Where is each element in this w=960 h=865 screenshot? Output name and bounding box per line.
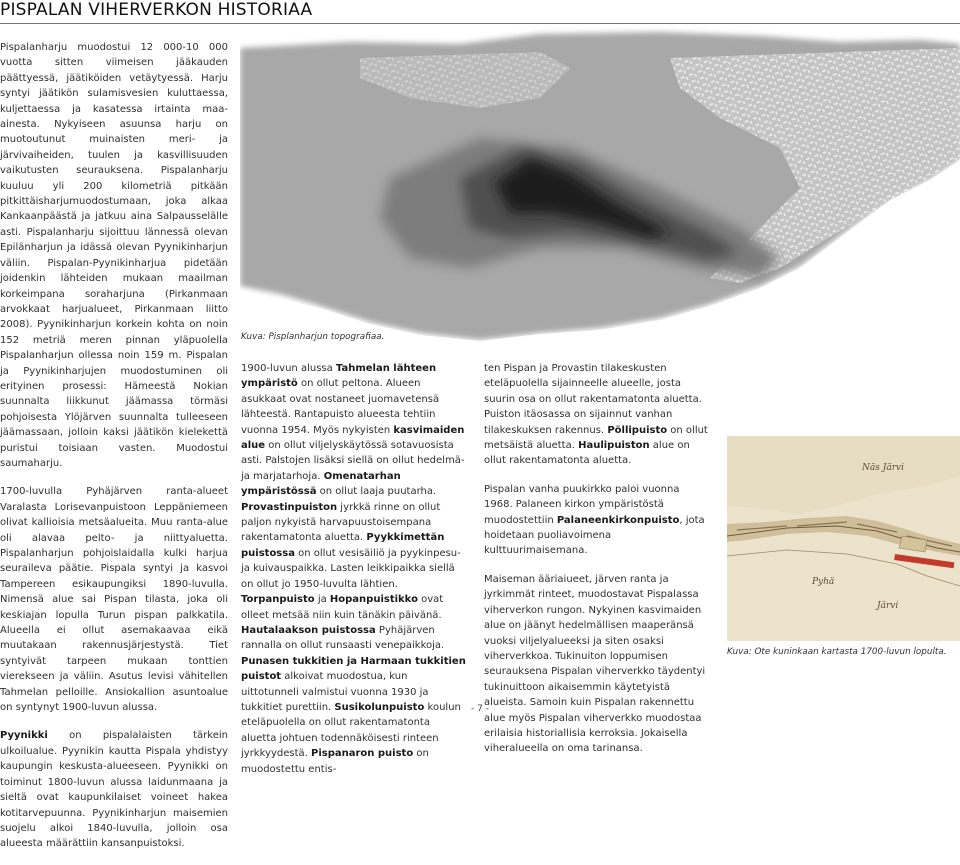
paragraph-1700-history: 1700-luvulla Pyhäjärven ranta-alueet Varalasta Lorisevanpuistoon Leppäniemeen olivat kallioisia metsäalueita. Muu ranta-alue oli alavaa pelto- ja niittyaluetta. Pispalanharjun pohjoislaidalla kulki harjua seuraileva päätie. Pispala syntyi ja kasvoi Tampereen esikaupungiksi 1890-luvulla. Nimensä alue sai Pispan tilasta, joka oli keskiajan lopulla Turun pispan palkkatila. Alueella ei ollut asemakaavaa eikä muutakaan rakennusjärjestystä. Tiet syntyivät tarpeen mukaan tonttien vierekseen ja väliin. Asutus levisi vähitellen Tahmelan pelloille. Ansiokallion asuntoalue on syntynyt 1900-luvun alussa. (0, 486, 228, 714)
title-rule (0, 23, 960, 24)
paragraph-green-network: Maiseman ääriaiueet, järven ranta ja jyrkimmät rinteet, muodostavat Pispalassa viherverkon rungon. Nykyinen kasvimaiden alue on jäänyt hedelmällisen maaperänsä vuoksi viljelyalueeksi ja siten osaksi viherverkkoa. Tukinuiton loppumisen seurauksena Pispalan viherverkko täydentyi tukinuittoon aikaisemmin käytetyistä alueista. Samoin kuin Pispalan rakennettu alue myös Pispalan viherverkko muodostaa erilaisia historiallisia kerroksia. Jokaisella viheralueella on oma tarinansa. (484, 573, 706, 755)
old-kings-map (727, 436, 960, 641)
map-label-lake-south-2: Järvi (877, 601, 899, 611)
paragraph-green-areas: 1900-luvun alussa Tahmelan lähteen ympäristö on ollut peltona. Alueen asukkaat ovat nostaneet juomavetensä lähteestä. Rantapuisto alueesta tehtiin vuonna 1954. Myös nykyisten kasvimaiden alue on ollut viljelyskäytössä sotavuosista asti. Palstojen lisäksi siellä on ollut hedelmä- ja marjatarhoja. Omenatarhan ympäristössä on ollut laaja puutarha. Provastinpuiston jyrkkä rinne on ollut paljon nykyistä harvapuustoisempana rakentamatonta aluetta. Pyykkimettän puistossa on ollut vesisäiliö ja pyykinpesu- ja kuivauspaikka. Lasten leikkipaikka siellä on ollut jo 1950-luvulta lähtien. Torpanpuisto ja Hopanpuistikko ovat olleet metsää niin kuin tänäkin päivänä. Hautalaakson puistossa Pyhäjärven rannalla on ollut runsaasti venepaikkoja. Punasen tukkitien ja Harmaan tukkitien puistot alkoivat muodostua, kun uittotunneli valmistui vuonna 1930 ja tukkitiet purettiin. Susikolunpuisto koulun eteläpuolella on ollut rakentamatonta aluetta johtuen todennäköisesti rinteen jyrkkyydestä. Pispanaron puisto on muodostettu entis- (241, 363, 466, 775)
text-column-1 (0, 40, 228, 865)
topography-map (240, 28, 960, 346)
paragraph-church: Pispalan vanha puukirkko paloi vuonna 1968. Palaneen kirkon ympäristöstä muodostettiin Palaneenkirkonpuisto, jota hoidetaan puoliavoimena kulttuurimaisemana. (484, 483, 705, 557)
old-map-caption: Kuva: Ote kuninkaan kartasta 1700-luvun lopulta. (727, 647, 947, 657)
paragraph-pyynikki-text: on pispalalaisten tärkein ulkoilualue. Pyynikin kautta Pispala yhdistyy kaupungin keskusta-alueeseen. Pyynikki on toiminut 1800-luvun alussa laidunmaana ja sieltä ovat kaupunkilaiset voineet hakea kotitarvepuunna. Pyynikinharjun maisemien suojelu alkoi 1840-luvulla, jolloin osa alueesta määrättiin kansanpuistoksi. (0, 730, 228, 850)
map-label-lake-north: Näs Järvi (862, 463, 904, 473)
paragraph-harju-origin: Pispalanharju muodostui 12 000-10 000 vuotta sitten viimeisen jääkauden päättyessä, jäätiköiden vetäytyessä. Harju syntyi jäätikön sulamisvesien kuluttaessa, kuljettaessa ja kasatessa irtainta maa-ainesta. Nykyiseen asuunsa harju on muotoutunut muinaisten meri- ja järvivaiheiden, tuulen ja kasvillisuuden vaikutusten seurauksena. Pispalanharju kuuluu yli 200 kilometriä pitkään pitkittäisharjumuodostumaan, joka alkaa Kankaanpäästä ja jatkuu aina Salpausselälle asti. Pispalanharju sijoittuu lännessä olevan Epilänharjun ja idässä olevan Pyynikinharjun väliin. Pispalan-Pyynikinharjua pidetään joidenkin lähteiden mukaan maailman korkeimpana soraharjuna (Pirkanmaan arvokkaat harjualueet, Pirkanmaan liitto 2008). Pyynikinharjun korkein kohta on noin 152 metriä meren pinnan yläpuolella Pispalanharjun ollessa noin 159 m. Pispalan ja Pyynikinharjujen muodostuminen oli erityinen prosessi: Hämeestä Nokian suunnalta liikkunut jäämassa törmäsi pohjoisesta Ylöjärven suunnalta tulleeseen jäämassaan, jolloin kaksi jäätikön kielekettä puristui toisiaan vasten. Muodostui saumaharju. (0, 42, 228, 469)
paragraph-pispa-provasti: ten Pispan ja Provastin tilakeskusten eteläpuolella sijainneelle alueelle, josta suurin osa on ollut rakentamatonta aluetta. Puiston itäosassa on sijainnut vanhan tilakeskuksen rakennus. Pöllipuisto on ollut metsäistä aluetta. Haulipuiston alue on ollut rakentamatonta aluetta. (484, 363, 708, 467)
page-number: - 7 - (471, 704, 489, 714)
page-title: PISPALAN VIHERVERKON HISTORIAA (0, 0, 313, 20)
paragraph-pyynikki (0, 728, 228, 851)
text-column-2 (241, 361, 466, 790)
topography-caption: Kuva: Pisplanharjun topografiaa. (241, 332, 385, 342)
bold-pyynikki: Pyynikki (0, 730, 48, 742)
map-label-lake-south-1: Pyhä (812, 577, 835, 587)
